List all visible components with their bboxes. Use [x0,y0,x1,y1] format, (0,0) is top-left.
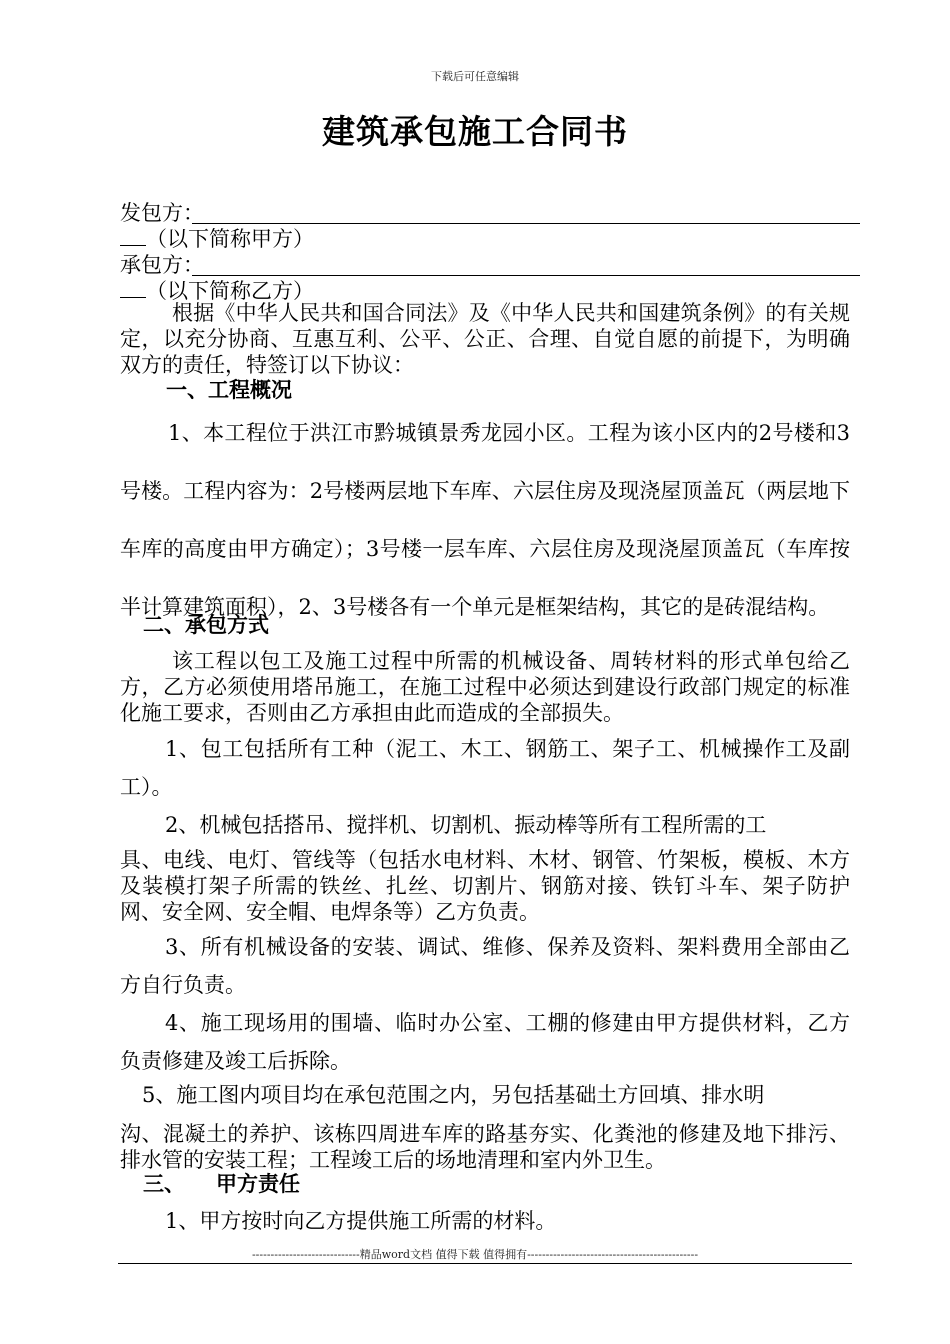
section-1-text: 1、本工程位于洪江市黔城镇景秀龙园小区。工程为该小区内的2号楼和3号楼。工程内容为：2号楼两层地下车库、六层住房及现浇屋顶盖瓦（两层地下车库的高度由甲方确定）；3号楼一层车库、六层住房及现浇屋顶盖瓦（车库按半计算建筑面积），2、3号楼各有一个单元是框架结构，其它的是砖混结构。 [120,421,850,619]
section-2-item-1: 1、包工包括所有工种（泥工、木工、钢筋工、架子工、机械操作工及副工）。 [120,737,850,799]
party-b-short-blank [120,279,146,298]
header-note: 下载后可任意编辑 [431,70,519,83]
party-b-label: 承包方： [120,253,204,277]
section-3-heading-text: 甲方责任 [216,1172,300,1196]
party-b-blank [192,275,860,276]
party-a-label: 发包方： [120,201,204,225]
party-b-note: （以下简称乙方） [146,279,314,303]
section-2-item-4: 4、施工现场用的围墙、临时办公室、工棚的修建由甲方提供材料，乙方负责修建及竣工后拆除。 [120,1011,850,1073]
party-a-note: （以下简称甲方） [146,227,314,251]
section-1-heading: 一、工程概况 [166,378,292,402]
party-a-blank [192,223,860,224]
section-3-heading-number: 三、 [143,1172,185,1196]
section-2-item-2-rest: 具、电线、电灯、管线等（包括水电材料、木材、钢管、竹架板，模板、木方及装模打架子所需的铁丝、扎丝、切割片、钢筋对接、铁钉斗车、架子防护网、安全网、安全帽、电焊条等）乙方负责。 [120,848,850,924]
party-a-subline [120,226,314,252]
section-2-item-3: 3、所有机械设备的安装、调试、维修、保养及资料、架料费用全部由乙方自行负责。 [120,935,850,997]
section-3-item-1: 1、甲方按时向乙方提供施工所需的材料。 [165,1209,557,1233]
section-2-item-5-first-line: 5、施工图内项目均在承包范围之内，另包括基础土方回填、排水明 [142,1083,765,1107]
footer-note: -----------------------------精品word文档 值得下载 值得拥有---------------------------------------------- [251,1248,699,1261]
section-1-paragraph-1 [120,404,850,636]
section-2-item-5-rest: 沟、混凝土的养护、该栋四周进车库的路基夯实、化粪池的修建及地下排污、排水管的安装工程；工程竣工后的场地清理和室内外卫生。 [120,1122,850,1172]
footer-divider [118,1263,852,1264]
section-2-intro: 该工程以包工及施工过程中所需的机械设备、周转材料的形式单包给乙方，乙方必须使用塔吊施工，在施工过程中必须达到建设行政部门规定的标准化施工要求，否则由乙方承担由此而造成的全部损失。 [120,649,850,725]
document-title: 建筑承包施工合同书 [322,112,628,151]
section-2-item-2-first-line: 2、机械包括搭吊、搅拌机、切割机、振动棒等所有工程所需的工 [165,813,767,837]
party-a-short-blank [120,227,146,246]
section-2-heading: 二、承包方式 [143,613,269,637]
party-a-line [120,200,860,226]
party-b-line [120,252,860,278]
preamble-paragraph: 根据《中华人民共和国合同法》及《中华人民共和国建筑条例》的有关规定，以充分协商、互惠互利、公平、公正、合理、自觉自愿的前提下，为明确双方的责任，特签订以下协议： [120,301,850,377]
